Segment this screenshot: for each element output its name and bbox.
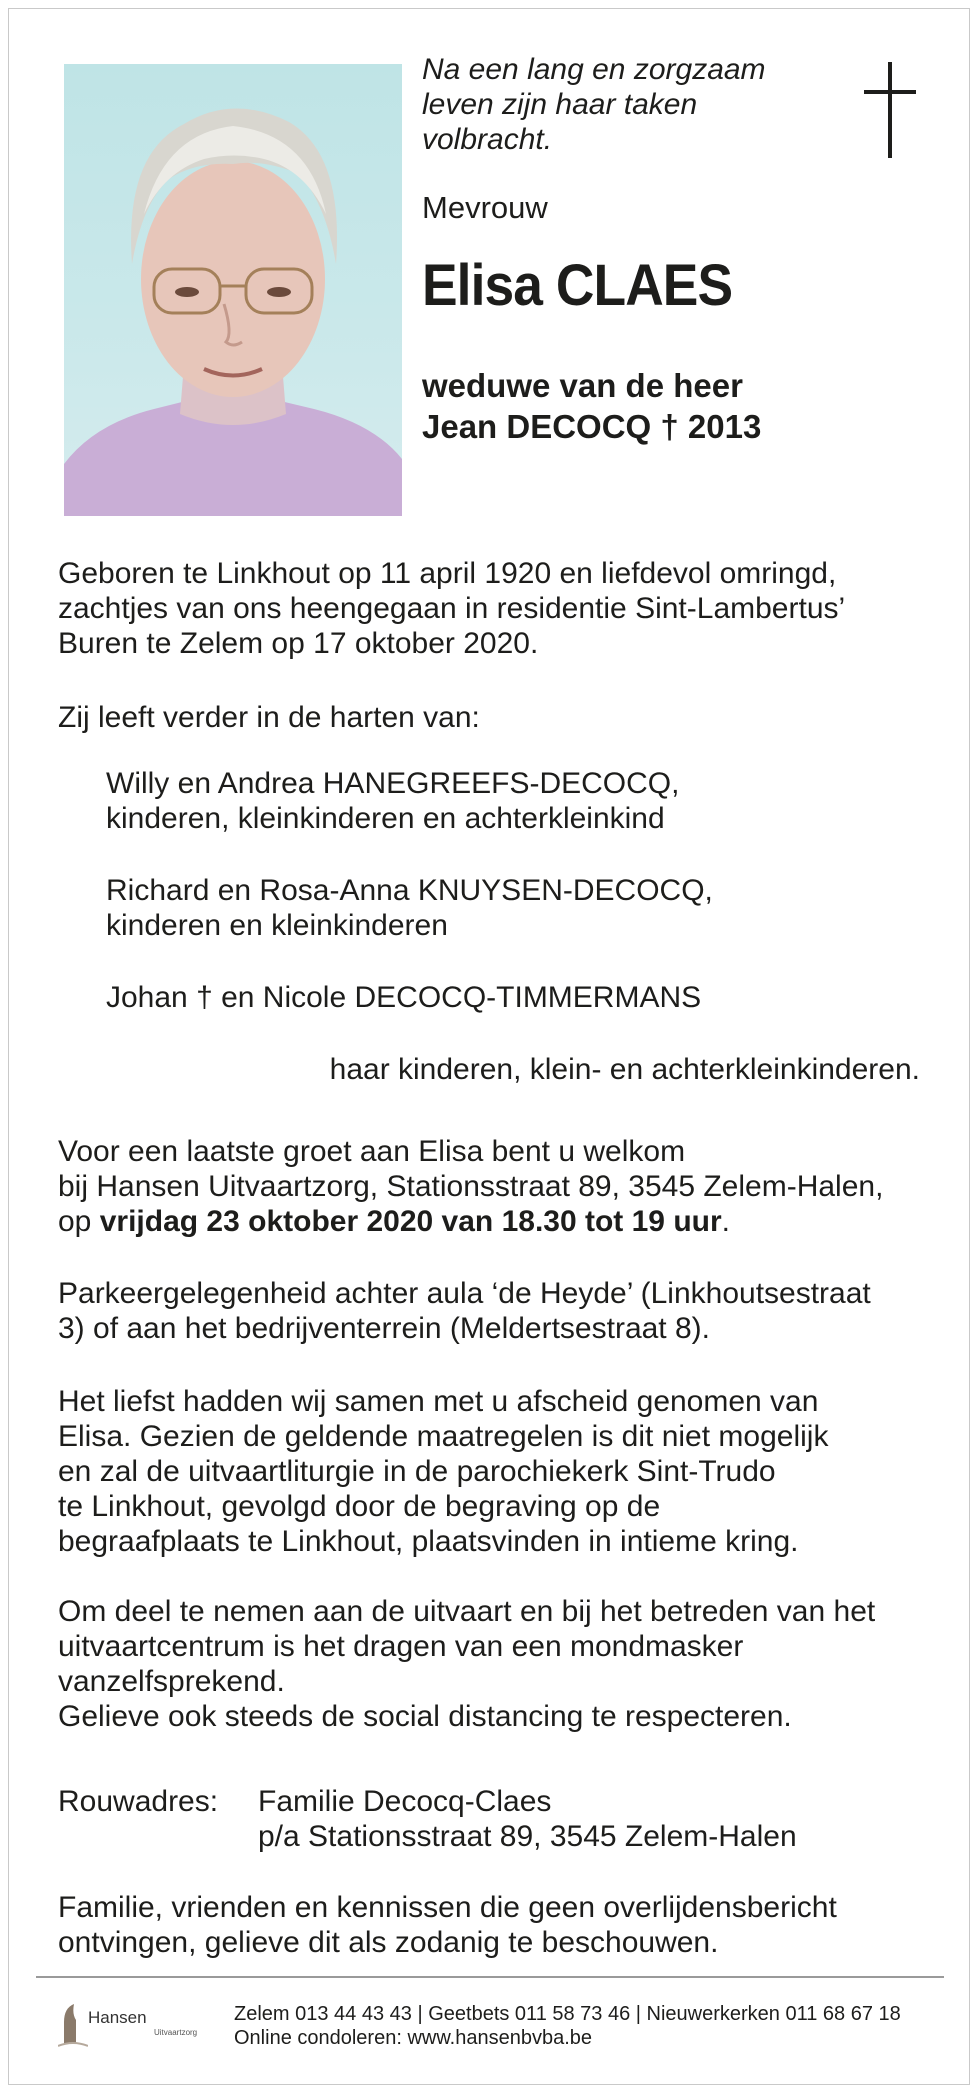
text-line: Voor een laatste groet aan Elisa bent u welkom: [58, 1135, 686, 1168]
quote-line: leven zijn haar taken: [422, 88, 698, 121]
logo-mark-icon: [58, 2000, 88, 2048]
family-names: Johan † en Nicole DECOCQ-TIMMERMANS: [106, 981, 702, 1014]
text-line: Buren te Zelem op 17 oktober 2020.: [58, 627, 539, 660]
family-entry: [106, 766, 906, 836]
closing-paragraph: [58, 1890, 938, 1960]
text-line: vanzelfsprekend.: [58, 1665, 285, 1698]
text-line: Elisa. Gezien de geldende maatregelen is dit niet mogelijk: [58, 1420, 829, 1453]
family-entry: [106, 980, 906, 1015]
parking-paragraph: [58, 1276, 938, 1346]
text-line: begraafplaats te Linkhout, plaatsvinden in intieme kring.: [58, 1525, 799, 1558]
portrait-illustration: [64, 64, 402, 516]
text-line: te Linkhout, gevolgd door de begraving op de: [58, 1490, 661, 1523]
salutation: Mevrouw: [422, 190, 548, 225]
address-line: p/a Stationsstraat 89, 3545 Zelem-Halen: [258, 1820, 797, 1853]
family-entry: [106, 873, 906, 943]
footer-divider: [36, 1976, 944, 1978]
footer-phones: Zelem 013 44 43 43 | Geetbets 011 58 73 46 | Nieuwerkerken 011 68 67 18: [234, 2003, 901, 2025]
logo-name: Hansen: [88, 2008, 147, 2027]
footer-online: Online condoleren: www.hansenbvba.be: [234, 2027, 593, 2049]
address-line: Familie Decocq-Claes: [258, 1785, 552, 1818]
family-relation: kinderen en kleinkinderen: [106, 909, 448, 942]
greeting-prefix: op: [58, 1205, 100, 1238]
farewell-paragraph: [58, 1384, 938, 1559]
text-line: Parkeergelegenheid achter aula ‘de Heyde’ (Linkhoutsestraat: [58, 1277, 871, 1310]
family-names: Richard en Rosa-Anna KNUYSEN-DECOCQ,: [106, 874, 713, 907]
text-line: Geboren te Linkhout op 11 april 1920 en liefdevol omringd,: [58, 557, 837, 590]
portrait-photo: [64, 64, 402, 516]
greeting-paragraph: [58, 1134, 938, 1239]
grandchildren-line: haar kinderen, klein- en achterkleinkinderen.: [329, 1053, 920, 1086]
widow-line: weduwe van de heer: [422, 367, 743, 404]
text-line: uitvaartcentrum is het dragen van een mondmasker: [58, 1630, 744, 1663]
widow-of: [422, 365, 761, 447]
text-line: Het liefst hadden wij samen met u afscheid genomen van: [58, 1385, 819, 1418]
widow-line: Jean DECOCQ † 2013: [422, 408, 762, 445]
family-relation: kinderen, kleinkinderen en achterkleinkind: [106, 802, 665, 835]
deceased-name: Elisa CLAES: [422, 253, 733, 318]
text-line: ontvingen, gelieve dit als zodanig te beschouwen.: [58, 1926, 719, 1959]
text-line: Gelieve ook steeds de social distancing te respecteren.: [58, 1700, 792, 1733]
latin-cross-icon: [860, 62, 920, 162]
text-line: en zal de uitvaartliturgie in de parochiekerk Sint-Trudo: [58, 1455, 776, 1488]
lives-on-heading: Zij leeft verder in de harten van:: [58, 701, 480, 734]
greeting-date: vrijdag 23 oktober 2020 van 18.30 tot 19 uur: [99, 1205, 722, 1238]
footer-contact: [234, 2002, 901, 2050]
text-line: Om deel te nemen aan de uitvaart en bij het betreden van het: [58, 1595, 876, 1628]
logo-subtitle: Uitvaartzorg: [154, 2028, 198, 2037]
mask-paragraph: [58, 1594, 938, 1734]
opening-quote: [422, 52, 822, 157]
mourning-address: [258, 1784, 797, 1854]
greeting-suffix: .: [721, 1205, 730, 1238]
text-line: 3) of aan het bedrijventerrein (Meldertsestraat 8).: [58, 1312, 710, 1345]
mourning-address-label: Rouwadres:: [58, 1785, 219, 1818]
quote-line: Na een lang en zorgzaam: [422, 53, 766, 86]
text-line: bij Hansen Uitvaartzorg, Stationsstraat 89, 3545 Zelem-Halen,: [58, 1170, 884, 1203]
hansen-logo: [58, 2000, 198, 2050]
quote-line: volbracht.: [422, 123, 553, 156]
birth-death-paragraph: [58, 556, 938, 661]
text-line: zachtjes van ons heengegaan in residentie Sint-Lambertus’: [58, 592, 846, 625]
text-line: Familie, vrienden en kennissen die geen overlijdensbericht: [58, 1891, 837, 1924]
text-line: [58, 1204, 938, 1239]
family-names: Willy en Andrea HANEGREEFS-DECOCQ,: [106, 767, 680, 800]
